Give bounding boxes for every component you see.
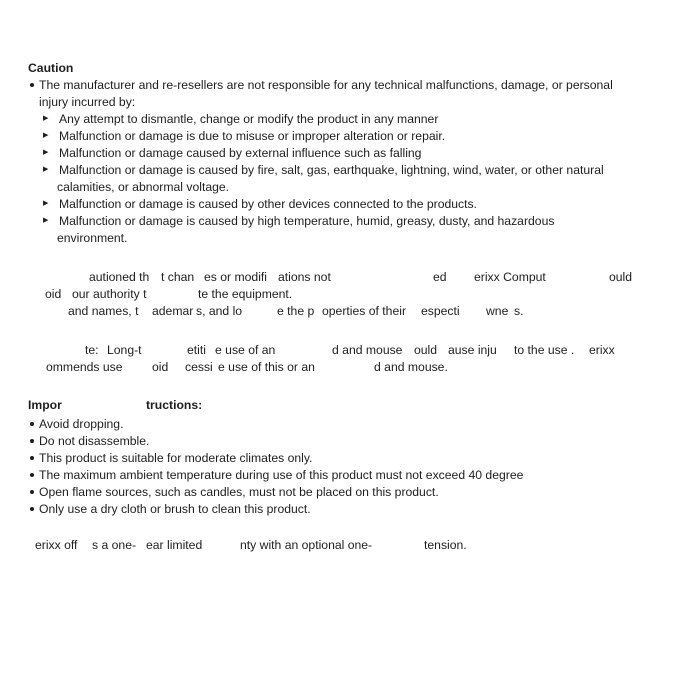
instruction-item: Avoid dropping. [30,416,123,433]
bullet-icon [30,439,34,443]
warranty-fragment: nty with an optional one- [240,538,373,552]
notice-fragment: s. [514,304,524,318]
notice-fragment: autioned th [89,270,150,284]
note-fragment: to the use . [514,343,575,357]
instructions-heading-part: tructions: [146,398,203,412]
warranty-fragment: erixx off [35,538,78,552]
instruction-item: Open flame sources, such as candles, must not be placed on this product. [30,484,439,501]
note-fragment: etiti [187,343,206,357]
note-fragment: Long-t [107,343,142,357]
instruction-item: Do not disassemble. [30,433,149,450]
notice-fragment: te the equipment. [198,287,293,301]
instruction-item: This product is suitable for moderate climates only. [30,450,312,467]
caution-item: ▶ Malfunction or damage is caused by fire, salt, gas, earthquake, lightning, wind, water, or other natural [43,163,604,177]
note-fragment: d and mouse. [374,360,448,374]
caution-item: ▶ Malfunction or damage is due to misuse or improper alteration or repair. [43,129,446,143]
note-fragment: oid [152,360,169,374]
triangle-bullet-icon: ▶ [43,149,49,157]
bullet-icon [30,456,34,460]
note-fragment: ommends use [46,360,123,374]
note-fragment: d and mouse [332,343,403,357]
note-fragment: cessi [185,360,213,374]
notice-fragment: s, and lo [196,304,243,318]
bullet-icon [30,473,34,477]
notice-fragment: especti [421,304,460,318]
triangle-bullet-icon: ▶ [43,217,49,225]
triangle-bullet-icon: ▶ [43,166,49,174]
instruction-item: Only use a dry cloth or brush to clean this product. [30,501,311,518]
caution-intro-cont: injury incurred by: [39,95,136,109]
caution-item-cont: calamities, or abnormal voltage. [57,180,230,194]
warranty-fragment: ear limited [146,538,203,552]
note-fragment: ould [414,343,438,357]
caution-item: ▶ Any attempt to dismantle, change or modify the product in any manner [43,112,439,126]
note-fragment: ause inju [448,343,497,357]
notice-fragment: ademar [152,304,194,318]
notice-fragment: erixx Comput [474,270,546,284]
triangle-bullet-icon: ▶ [43,132,49,140]
bullet-icon [30,83,34,87]
instruction-item: The maximum ambient temperature during use of this product must not exceed 40 degree [30,467,523,484]
bullet-icon [30,507,34,511]
triangle-bullet-icon: ▶ [43,115,49,123]
notice-fragment: t chan [161,270,195,284]
triangle-bullet-icon: ▶ [43,200,49,208]
notice-fragment: ations not [278,270,331,284]
warranty-fragment: s a one- [92,538,137,552]
notice-fragment: e the p [277,304,315,318]
caution-intro: The manufacturer and re-resellers are not responsible for any technical malfunctions, damage, or personal [30,77,613,94]
notice-fragment: operties of their [322,304,407,318]
warranty-fragment: tension. [424,538,467,552]
caution-item-cont: environment. [57,231,128,245]
notice-fragment: oid [45,287,62,301]
note-fragment: e use of an [215,343,276,357]
note-fragment: e use of this or an [218,360,315,374]
caution-item: ▶ Malfunction or damage is caused by high temperature, humid, greasy, dusty, and hazardous [43,214,555,228]
note-fragment: te: [85,343,99,357]
notice-fragment: and names, t [68,304,139,318]
instructions-heading-part: Impor [28,398,62,412]
bullet-icon [30,422,34,426]
notice-fragment: ed [433,270,447,284]
notice-fragment: es or modifi [204,270,267,284]
caution-item: ▶ Malfunction or damage is caused by other devices connected to the products. [43,197,478,211]
caution-heading: Caution [28,61,74,75]
notice-fragment: ould [609,270,633,284]
bullet-icon [30,490,34,494]
caution-item: ▶ Malfunction or damage caused by external influence such as falling [43,146,422,160]
note-fragment: erixx [589,343,615,357]
notice-fragment: our authority t [72,287,147,301]
notice-fragment: wne [486,304,509,318]
